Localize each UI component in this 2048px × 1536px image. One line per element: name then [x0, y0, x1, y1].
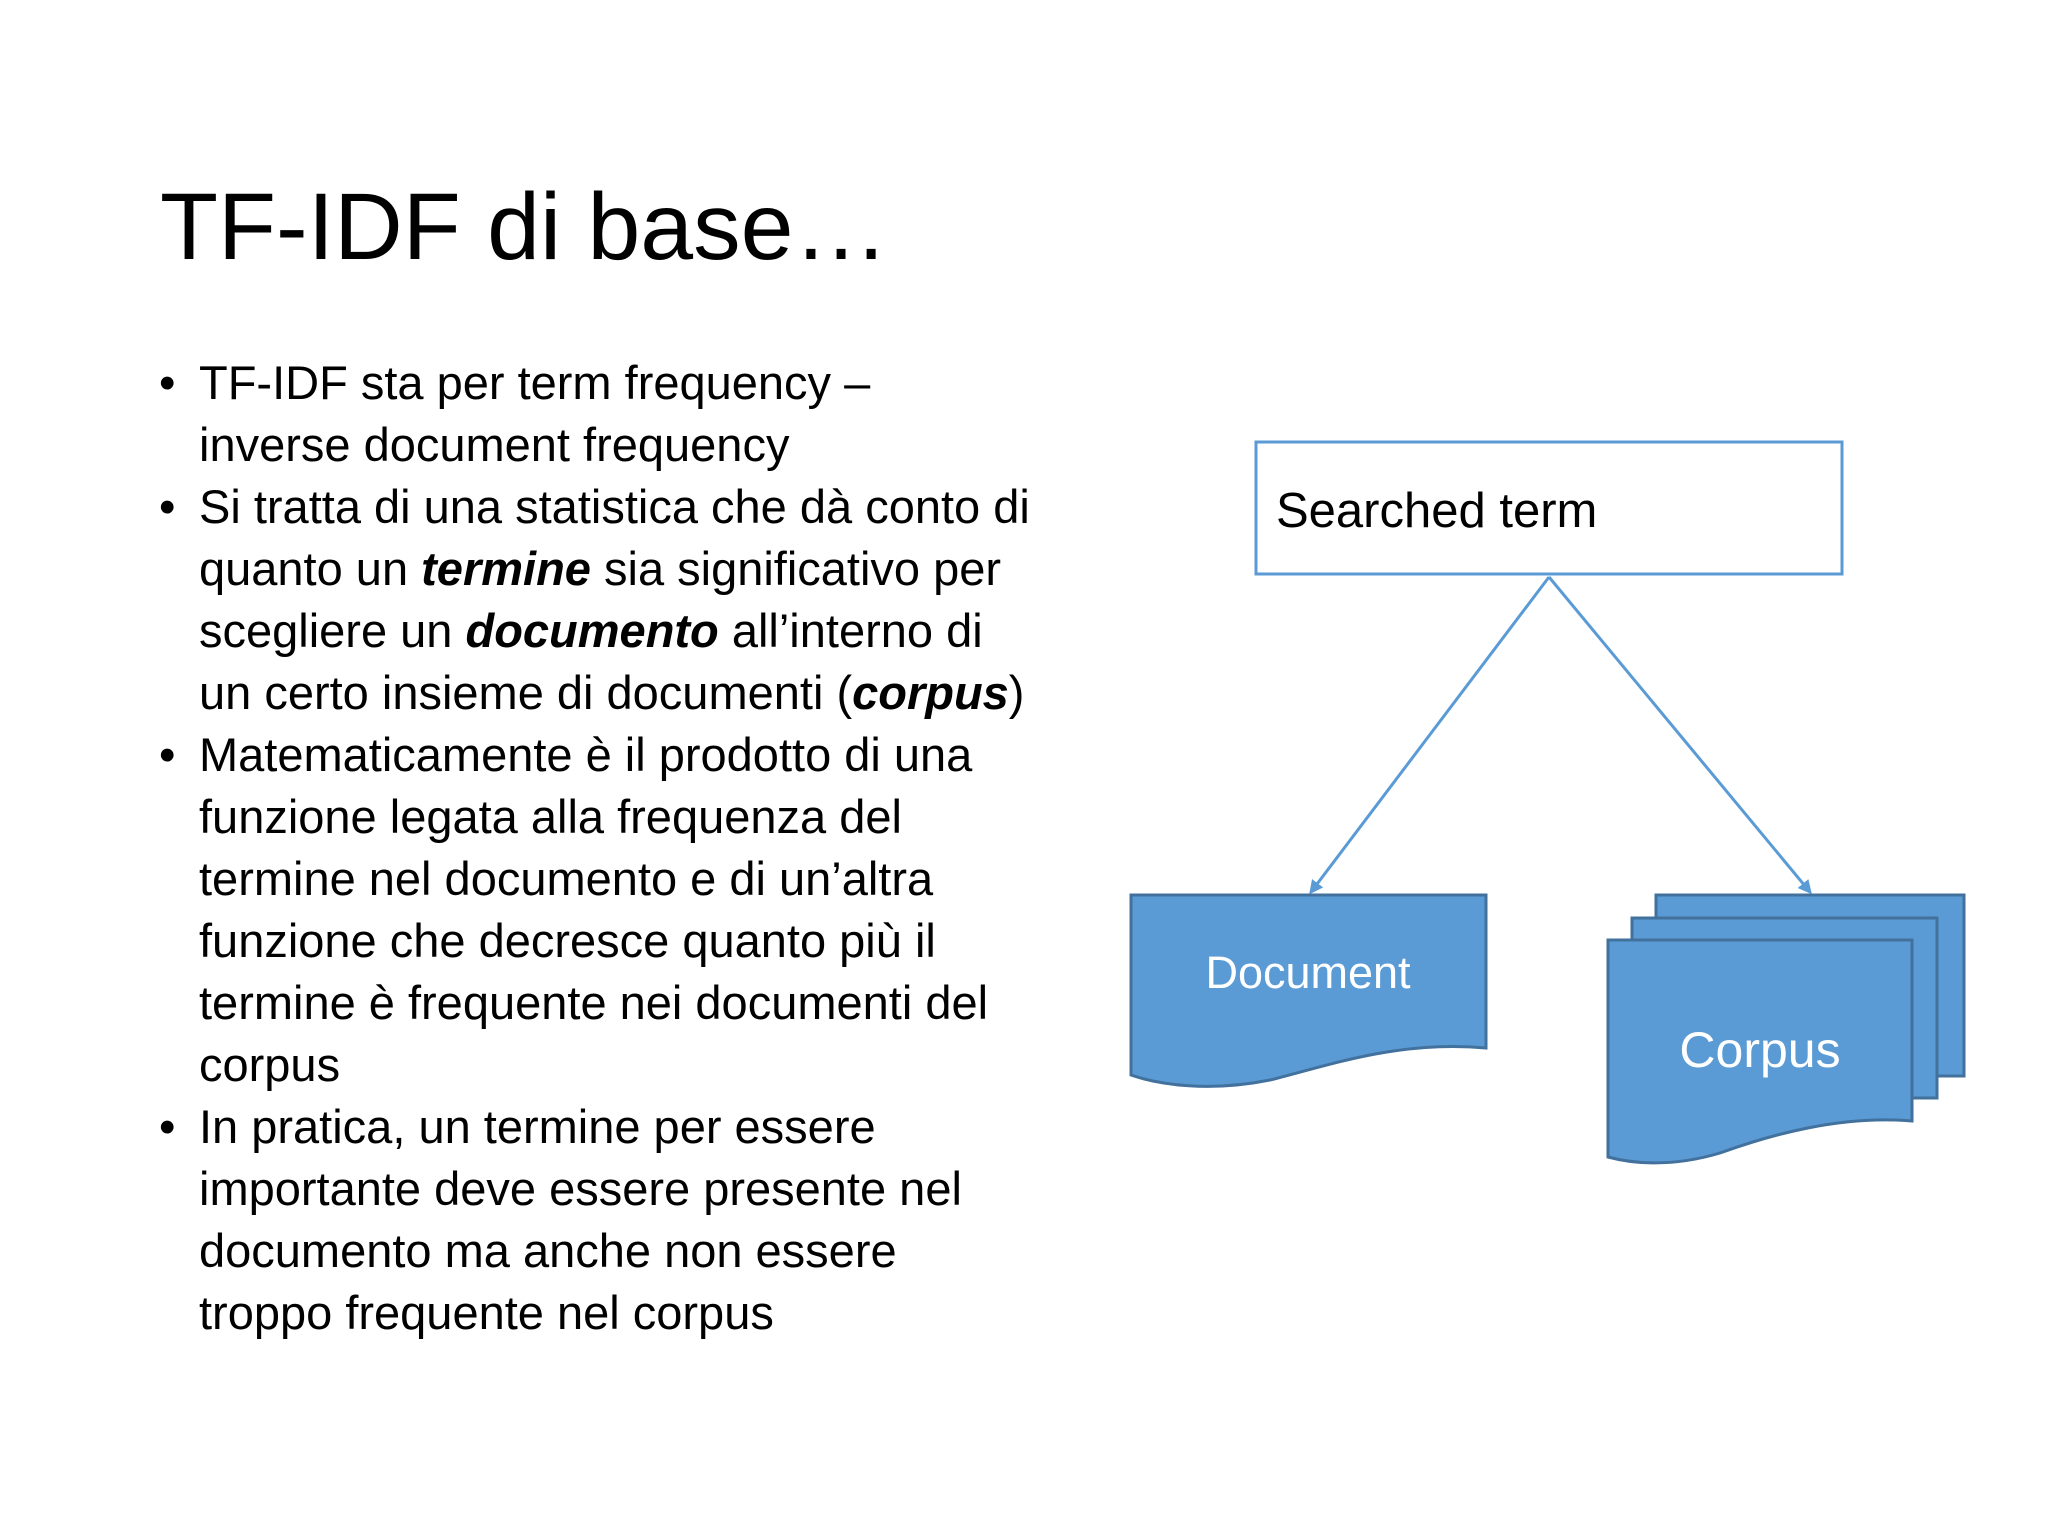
emphasized-term: documento [465, 604, 719, 657]
bullet-segment: Matematicamente è il prodotto di una funzione legata alla frequenza del termine nel documento e di un’altra funzione che decresce quanto più il termine è frequente nei documenti del corpus [199, 728, 989, 1091]
emphasized-term: termine [421, 542, 591, 595]
arrow-to-corpus [1549, 577, 1810, 892]
bullet-segment: Si tratta di una statistica che dà conto di quanto un [199, 480, 1030, 595]
bullet-segment: all’interno di un certo insieme di documenti ( [199, 604, 983, 719]
emphasized-term: corpus [852, 666, 1009, 719]
bullet-segment: sia significativo per scegliere un [199, 542, 1002, 657]
bullet-segment: In pratica, un termine per essere importante deve essere presente nel documento ma anche non essere troppo frequente nel corpus [199, 1100, 962, 1339]
document-label: Document [1205, 947, 1411, 998]
bullet-dot-icon: • [159, 356, 176, 409]
bullet-segment: ) [1008, 666, 1025, 719]
arrow-to-document [1311, 577, 1549, 892]
searched-term-label: Searched term [1276, 484, 1598, 538]
bullet-dot-icon: • [159, 480, 176, 533]
corpus-shape [1608, 895, 1964, 1163]
bullet-dot-icon: • [159, 728, 176, 781]
bullet-dot-icon: • [159, 1100, 176, 1153]
corpus-label: Corpus [1679, 1022, 1841, 1078]
document-shape [1131, 895, 1486, 1086]
bullet-segment: TF-IDF sta per term frequency – inverse document frequency [199, 356, 871, 471]
searched-term-box [1256, 442, 1842, 574]
slide-title: TF-IDF di base… [160, 174, 889, 280]
